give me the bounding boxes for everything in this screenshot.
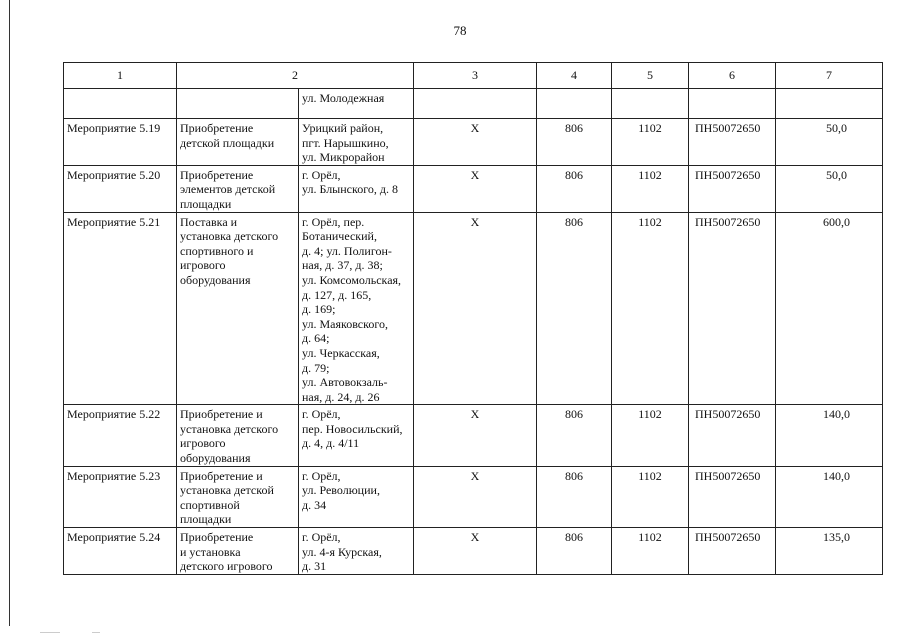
target-code-cell: ПН50072650 — [689, 119, 776, 166]
cell-text-line: Мероприятие 5.19 — [67, 121, 161, 135]
page-number: 78 — [453, 23, 467, 38]
budget-table — [63, 62, 883, 575]
event-name-cell — [64, 466, 177, 527]
cell-text-line: Мероприятие 5.20 — [67, 167, 161, 182]
code-cell: 806 — [537, 212, 612, 405]
section-code-cell: 1102 — [612, 466, 689, 527]
target-code-cell: ПН50072650 — [689, 165, 776, 212]
description-cell — [177, 165, 299, 212]
cell-text-line: Поставка и — [180, 214, 238, 229]
amount-cell: 135,0 — [776, 528, 883, 575]
cell-text-line: Мероприятие 5.23 — [67, 468, 161, 483]
cell-text-line: д. 31 — [302, 559, 327, 574]
header-cell: 1 — [64, 63, 177, 89]
cell-text-line: установка детской — [180, 483, 274, 498]
cell-text-line: игрового — [180, 258, 226, 273]
address-cell — [299, 466, 414, 527]
cell-text-line: д. 4; ул. Полигон- — [302, 243, 392, 258]
table-row — [64, 165, 883, 212]
scan-artifact — [92, 632, 100, 633]
event-name-cell — [64, 165, 177, 212]
code-cell: 806 — [537, 119, 612, 166]
cell-text-line: г. Орёл, — [302, 167, 341, 182]
cell-text-line: ная, д. 24, д. 26 — [302, 389, 380, 404]
code-cell: 806 — [537, 528, 612, 575]
amount-cell: 600,0 — [776, 212, 883, 405]
cell-text-line: Мероприятие 5.22 — [67, 407, 161, 422]
table-header-row — [64, 63, 883, 89]
header-cell: 3 — [414, 63, 537, 89]
cell-text-line: детской площадки — [180, 135, 275, 150]
event-name-cell — [64, 528, 177, 575]
header-cell: 6 — [689, 63, 776, 89]
table-row — [64, 119, 883, 166]
description-cell — [177, 466, 299, 527]
page-left-edge-line — [9, 0, 10, 626]
cell-text-line: Приобретение и — [180, 468, 263, 483]
cell-text-line: г. Орёл, — [302, 468, 341, 483]
code-cell: 806 — [537, 466, 612, 527]
address-cell — [299, 165, 414, 212]
cell-text-line: оборудования — [180, 451, 251, 466]
header-cell: 4 — [537, 63, 612, 89]
section-code-cell: 1102 — [612, 212, 689, 405]
cell-text-line: площадки — [180, 196, 232, 211]
mark-cell: X — [414, 119, 537, 166]
description-cell — [177, 212, 299, 405]
address-cell — [299, 405, 414, 466]
cell-text-line: пер. Новосильский, — [302, 421, 403, 436]
cell-text-line: д. 34 — [302, 497, 327, 512]
description-cell — [177, 89, 299, 119]
cell-text-line: г. Орёл, — [302, 530, 341, 545]
cell-text-line: д. 79; — [302, 360, 330, 375]
cell-text-line: площадки — [180, 512, 232, 527]
cell-text-line: д. 64; — [302, 331, 330, 346]
cell-text-line: ул. Черкасская, — [302, 345, 380, 360]
cell-text-line: д. 127, д. 165, — [302, 287, 372, 302]
cell-text-line: спортивного и — [180, 243, 254, 258]
section-code-cell — [612, 89, 689, 119]
cell-text-line: пгт. Нарышкино, — [302, 135, 389, 150]
table-row — [64, 528, 883, 575]
amount-cell: 50,0 — [776, 119, 883, 166]
cell-text-line: ул. Маяковского, — [302, 316, 388, 331]
address-cell — [299, 89, 414, 119]
cell-text-line: Приобретение — [180, 121, 254, 135]
event-name-cell — [64, 89, 177, 119]
table-row — [64, 466, 883, 527]
address-cell — [299, 212, 414, 405]
cell-text-line: элементов детской — [180, 182, 276, 197]
event-name-cell — [64, 405, 177, 466]
event-name-cell — [64, 119, 177, 166]
mark-cell: X — [414, 466, 537, 527]
cell-text-line: установка детского — [180, 229, 279, 244]
section-code-cell: 1102 — [612, 119, 689, 166]
event-name-cell — [64, 212, 177, 405]
target-code-cell: ПН50072650 — [689, 212, 776, 405]
cell-text-line: Приобретение — [180, 167, 254, 182]
header-cell: 2 — [177, 63, 414, 89]
cell-text-line: и установка — [180, 544, 241, 559]
amount-cell: 140,0 — [776, 466, 883, 527]
amount-cell — [776, 89, 883, 119]
code-cell — [537, 89, 612, 119]
code-cell: 806 — [537, 405, 612, 466]
header-cell: 5 — [612, 63, 689, 89]
description-cell — [177, 119, 299, 166]
target-code-cell: ПН50072650 — [689, 528, 776, 575]
mark-cell: X — [414, 165, 537, 212]
cell-text-line: Мероприятие 5.24 — [67, 530, 161, 545]
cell-text-line: Урицкий район, — [302, 121, 384, 135]
address-cell — [299, 119, 414, 166]
cell-text-line: Приобретение — [180, 530, 254, 545]
table-row — [64, 89, 883, 119]
section-code-cell: 1102 — [612, 165, 689, 212]
code-cell: 806 — [537, 165, 612, 212]
cell-text-line: оборудования — [180, 272, 251, 287]
cell-text-line: ул. Комсомольская, — [302, 272, 402, 287]
description-cell — [177, 528, 299, 575]
target-code-cell: ПН50072650 — [689, 466, 776, 527]
cell-text-line: Мероприятие 5.21 — [67, 214, 161, 229]
section-code-cell: 1102 — [612, 528, 689, 575]
mark-cell: X — [414, 212, 537, 405]
section-code-cell: 1102 — [612, 405, 689, 466]
cell-text-line: игрового — [180, 436, 226, 451]
cell-text-line: г. Орёл, — [302, 407, 341, 422]
cell-text-line: ул. Молодежная — [302, 91, 385, 105]
table-row — [64, 212, 883, 405]
cell-text-line: ул. Автовокзаль- — [302, 375, 388, 390]
header-cell: 7 — [776, 63, 883, 89]
cell-text-line: г. Орёл, пер. — [302, 214, 365, 229]
cell-text-line: спортивной — [180, 497, 240, 512]
cell-text-line: ул. Блынского, д. 8 — [302, 182, 398, 197]
cell-text-line: Приобретение и — [180, 407, 263, 422]
cell-text-line: детского игрового — [180, 559, 273, 574]
amount-cell: 140,0 — [776, 405, 883, 466]
mark-cell — [414, 89, 537, 119]
amount-cell: 50,0 — [776, 165, 883, 212]
cell-text-line: д. 4, д. 4/11 — [302, 436, 360, 451]
scan-artifact — [40, 632, 60, 633]
description-cell — [177, 405, 299, 466]
cell-text-line: ная, д. 37, д. 38; — [302, 258, 383, 273]
cell-text-line: ул. Революции, — [302, 483, 380, 498]
cell-text-line: ул. Микрорайон — [302, 150, 385, 165]
table-row — [64, 405, 883, 466]
cell-text-line: установка детского — [180, 421, 279, 436]
target-code-cell: ПН50072650 — [689, 405, 776, 466]
mark-cell: X — [414, 405, 537, 466]
target-code-cell — [689, 89, 776, 119]
address-cell — [299, 528, 414, 575]
mark-cell: X — [414, 528, 537, 575]
cell-text-line: ул. 4-я Курская, — [302, 544, 382, 559]
cell-text-line: Ботанический, — [302, 229, 377, 244]
cell-text-line: д. 169; — [302, 302, 336, 317]
